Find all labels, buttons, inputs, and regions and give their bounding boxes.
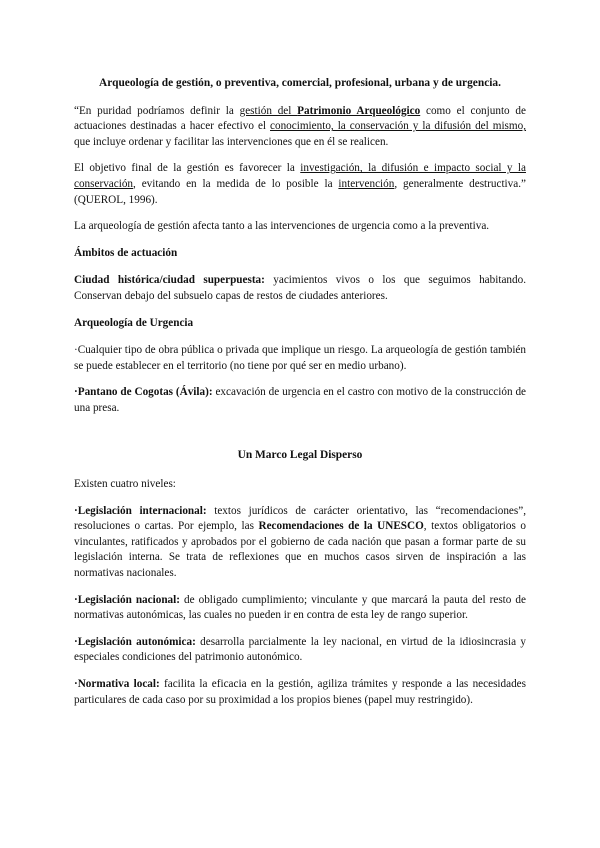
autonomica-label: ·Legislación autonómica:	[74, 635, 196, 648]
internacional-unesco: Recomendaciones de la UNESCO	[258, 520, 424, 533]
quote1-u1-text: gestión del	[239, 104, 298, 117]
heading-urgencia: Arqueología de Urgencia	[74, 316, 194, 329]
urgencia-paragraph: ·Cualquier tipo de obra pública o privada que implique un riesgo. La arqueología de gestión también se puede establecer en el territorio (no tiene por qué ser en medio urbano).	[74, 344, 526, 372]
pantano-label: ·Pantano de Cogotas (Ávila):	[74, 386, 213, 399]
quote2-a: El objetivo final de la gestión es favorecer la	[74, 162, 301, 175]
section-spacer	[74, 428, 526, 448]
affect-paragraph: La arqueología de gestión afecta tanto a las intervenciones de urgencia como a la preventiva.	[74, 220, 490, 233]
quote1-underline-2: conocimiento, la conservación y la difusión del mismo,	[270, 120, 527, 133]
pantano-text: excavación de urgencia en el castro con motivo de la construcción de una presa.	[74, 386, 526, 414]
document-page	[74, 76, 526, 719]
local-paragraph	[74, 677, 526, 708]
nacional-text: de obligado cumplimiento; vinculante y que marcará la pauta del resto de normativas autonómicas, las cuales no pueden ir en contra de esta ley de rango superior.	[74, 593, 526, 622]
autonomica-text: desarrolla parcialmente la ley nacional, en virtud de la idiosincrasia y especiales condiciones del patrimonio autonómico.	[74, 635, 527, 664]
heading-ambitos: Ámbitos de actuación	[74, 246, 178, 259]
local-text: facilita la eficacia en la gestión, agiliza trámites y responde a las necesidades particulares de cada caso por su proximidad a los propios bienes (papel muy restringido).	[74, 678, 527, 706]
pantano-paragraph	[74, 385, 526, 416]
internacional-b: , textos obligatorios o vinculantes, ratificados y aprobados por el gobierno de cada nación que pasan a formar parte de su legislación interna. Se trata de reflexiones que en muchos casos sirven de inspiración a las normativas nacionales.	[74, 520, 527, 580]
internacional-label: ·Legislación internacional:	[74, 504, 207, 517]
internacional-a: textos jurídicos de carácter orientativo, las “recomendaciones”, resoluciones o cartas. Por ejemplo, las	[74, 504, 526, 533]
quote2-b: , evitando en la medida de lo posible la	[133, 177, 339, 190]
local-label: ·Normativa local:	[74, 678, 160, 691]
ciudad-paragraph	[74, 273, 526, 304]
niveles-paragraph: Existen cuatro niveles:	[74, 478, 176, 491]
quote-paragraph-2	[74, 161, 526, 208]
heading-marco-legal: Un Marco Legal Disperso	[237, 448, 363, 461]
autonomica-paragraph	[74, 635, 526, 666]
quote2-c: , generalmente destructiva.” (QUEROL, 1996).	[74, 177, 526, 206]
quote-paragraph-1	[74, 104, 526, 151]
quote1-c: que incluye ordenar y facilitar las intervenciones que en él se realicen.	[74, 135, 389, 148]
quote1-b: como el conjunto de actuaciones destinadas a hacer efectivo el	[74, 104, 526, 133]
quote2-underline-1: investigación, la difusión e impacto social y la conservación	[74, 162, 526, 190]
quote2-underline-2: intervención	[338, 177, 395, 190]
internacional-paragraph	[74, 504, 526, 582]
quote1-a: “En puridad podríamos definir la	[74, 104, 240, 117]
ciudad-label: Ciudad histórica/ciudad superpuesta:	[74, 274, 265, 287]
quote1-bold-patrimonio: Patrimonio Arqueológico	[297, 104, 421, 117]
ciudad-text: yacimientos vivos o los que seguimos habitando. Conservan debajo del subsuelo capas de restos de ciudades anteriores.	[74, 274, 526, 302]
quote1-underline-1	[240, 105, 421, 117]
nacional-label: ·Legislación nacional:	[74, 593, 180, 606]
document-title: Arqueología de gestión, o preventiva, comercial, profesional, urbana y de urgencia.	[99, 77, 501, 89]
nacional-paragraph	[74, 593, 526, 624]
